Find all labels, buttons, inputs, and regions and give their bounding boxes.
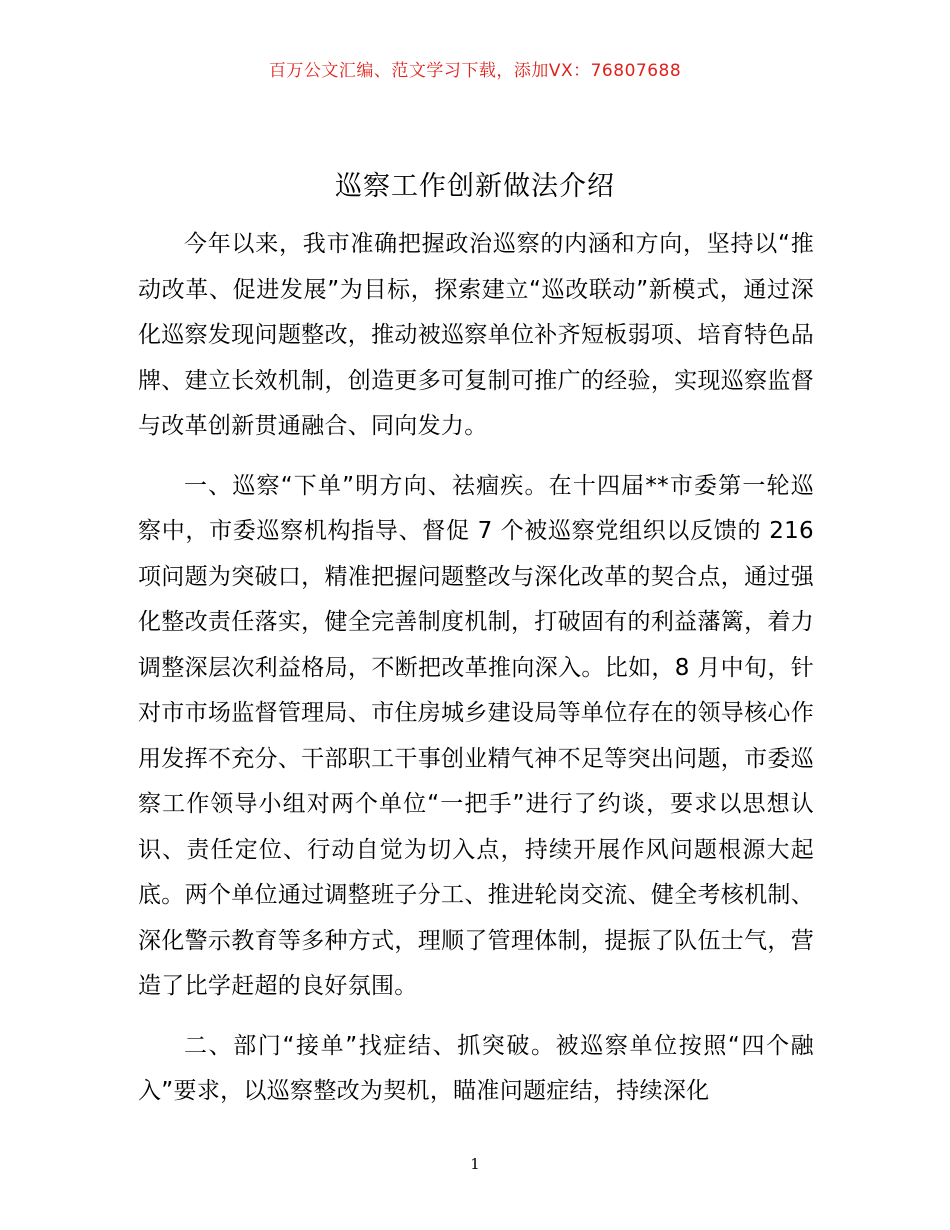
document-body: [138, 222, 814, 1129]
paragraph-section-two: 二、部门“接单”找症结、抓突破。被巡察单位按照“四个融入”要求，以巡察整改为契机，瞄准问题症结，持续深化: [138, 1032, 814, 1104]
header-watermark-note: 百万公文汇编、范文学习下载，添加VX：76807688: [268, 61, 682, 81]
page-number: 1: [470, 1155, 480, 1173]
document-title: 巡察工作创新做法介绍: [335, 171, 615, 202]
paragraph-intro: 今年以来，我市准确把握政治巡察的内涵和方向，坚持以“推动改革、促进发展”为目标，探索建立“巡改联动”新模式，通过深化巡察发现问题整改，推动被巡察单位补齐短板弱项、培育特色品牌、建立长效机制，创造更多可复制可推广的经验，实现巡察监督与改革创新贯通融合、同向发力。: [138, 231, 814, 439]
paragraph-section-one: 一、巡察“下单”明方向、祛痼疾。在十四届**市委第一轮巡察中，市委巡察机构指导、督促 7 个被巡察党组织以反馈的 216 项问题为突破口，精准把握问题整改与深化改革的契合点，通过强化整改责任落实，健全完善制度机制，打破固有的利益藩篱，着力调整深层次利益格局，不断把改革推向深入。比如，8 月中旬，针对市市场监督管理局、市住房城乡建设局等单位存在的领导核心作用发挥不充分、干部职工干事创业精气神不足等突出问题，市委巡察工作领导小组对两个单位“一把手”进行了约谈，要求以思想认识、责任定位、行动自觉为切入点，持续开展作风问题根源大起底。两个单位通过调整班子分工、推进轮岗交流、健全考核机制、深化警示教育等多种方式，理顺了管理体制，提振了队伍士气，营造了比学赶超的良好氛围。: [138, 472, 814, 999]
